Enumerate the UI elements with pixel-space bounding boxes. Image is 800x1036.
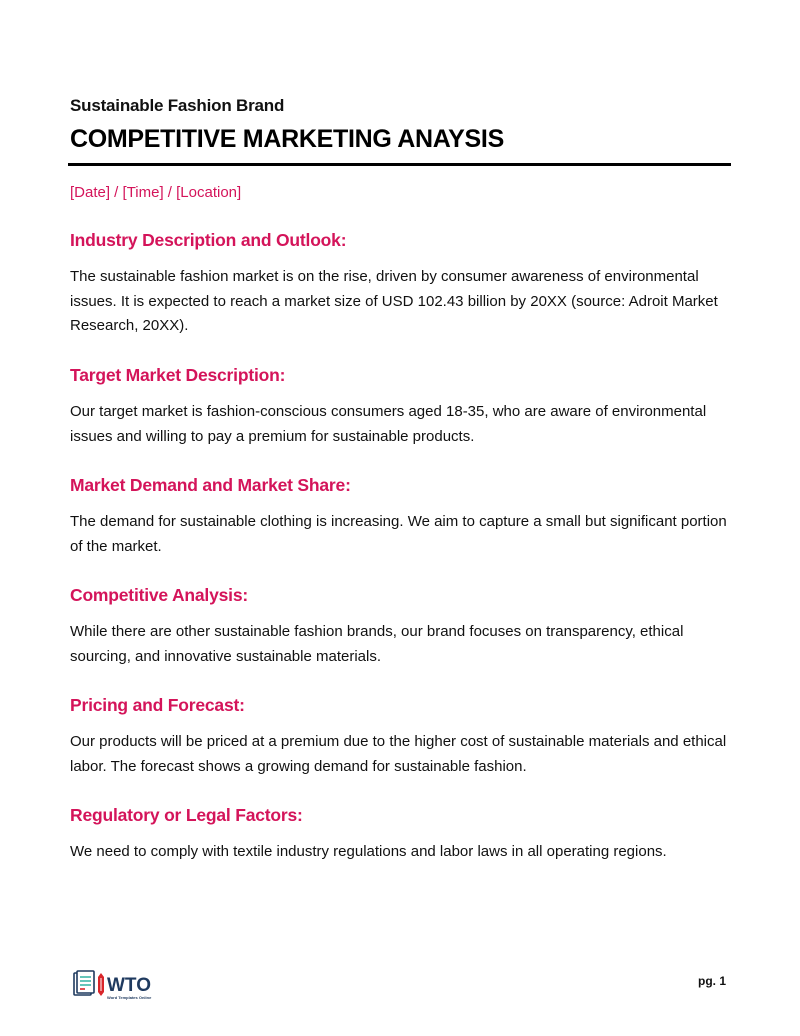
section-body: The sustainable fashion market is on the rise, driven by consumer awareness of environmental issues. It is expected to reach a market size of USD 102.43 billion by 20XX (source: Adroit Market Research, 20XX).: [70, 268, 718, 334]
section-heading: Industry Description and Outlook:: [70, 230, 347, 250]
section-body: Our products will be priced at a premium due to the higher cost of sustainable materials and ethical labor. The forecast shows a growing demand for sustainable fashion.: [70, 733, 727, 775]
svg-text:WTO: WTO: [107, 975, 151, 996]
section-heading: Competitive Analysis:: [70, 585, 248, 605]
section-heading: Pricing and Forecast:: [70, 695, 245, 715]
section-heading: Regulatory or Legal Factors:: [70, 805, 303, 825]
section-competitive-analysis: [70, 585, 730, 669]
section-target-market: [70, 365, 730, 449]
section-body: While there are other sustainable fashion brands, our brand focuses on transparency, ethical sourcing, and innovative sustainable materials.: [70, 623, 684, 665]
section-body: The demand for sustainable clothing is increasing. We aim to capture a small but significant portion of the market.: [70, 513, 727, 555]
brand-name: Sustainable Fashion Brand: [70, 96, 285, 115]
section-pricing-forecast: [70, 695, 730, 779]
date-time-location: [Date] / [Time] / [Location]: [70, 184, 242, 201]
page-number: pg. 1: [698, 974, 727, 988]
document-logo-icon: [72, 970, 162, 1002]
section-body: Our target market is fashion-conscious consumers aged 18-35, who are aware of environmental issues and willing to pay a premium for sustainable products.: [70, 403, 707, 445]
section-regulatory-legal: [70, 805, 730, 865]
section-market-demand: [70, 475, 730, 559]
section-heading: Target Market Description:: [70, 365, 286, 385]
wto-logo: [72, 970, 162, 1002]
section-heading: Market Demand and Market Share:: [70, 475, 351, 495]
title-divider: [68, 163, 731, 166]
section-industry-description: [70, 230, 730, 339]
document-title: COMPETITIVE MARKETING ANAYSIS: [70, 125, 504, 153]
svg-text:Word Templates Online: Word Templates Online: [107, 995, 152, 1000]
section-body: We need to comply with textile industry regulations and labor laws in all operating regions.: [70, 843, 667, 860]
